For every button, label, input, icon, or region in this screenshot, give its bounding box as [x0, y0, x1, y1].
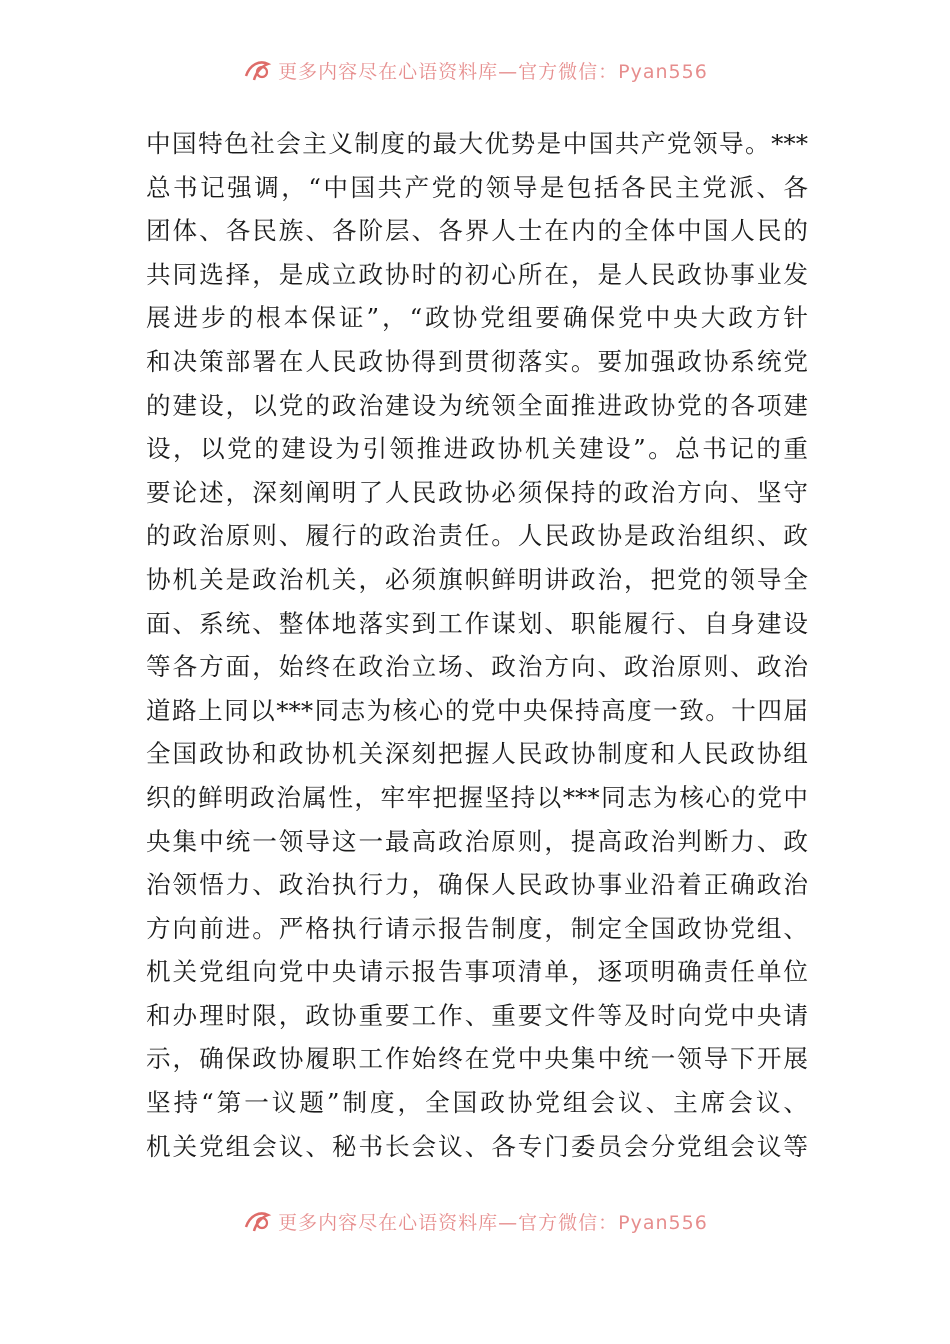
body-text-line: 全国政协和政协机关深刻把握人民政协制度和人民政协组	[146, 739, 808, 769]
body-text-line: 中国特色社会主义制度的最大优势是中国共产党领导。***	[146, 129, 808, 158]
body-text-line: 示，确保政协履职工作始终在党中央集中统一领导下开展	[146, 1044, 808, 1074]
footer-watermark	[0, 1201, 950, 1241]
wm-logo-icon	[242, 56, 272, 84]
body-text-line: 方向前进。严格执行请示报告制度，制定全国政协党组、	[146, 913, 808, 943]
body-text-line: 设，以党的建设为引领推进政协机关建设”。总书记的重	[146, 434, 808, 464]
watermark-text: 更多内容尽在心语资料库—官方微信：Pyan556	[278, 60, 708, 83]
body-text-line: 总书记强调，“中国共产党的领导是包括各民主党派、各	[146, 172, 808, 202]
body-text-line: 的政治原则、履行的政治责任。人民政协是政治组织、政	[146, 521, 808, 551]
body-text-line: 织的鲜明政治属性，牢牢把握坚持以***同志为核心的党中	[146, 782, 808, 812]
body-text-line: 和决策部署在人民政协得到贯彻落实。要加强政协系统党	[146, 346, 808, 376]
body-text-line: 和办理时限，政协重要工作、重要文件等及时向党中央请	[146, 1000, 808, 1030]
body-text-line: 央集中统一领导这一最高政治原则，提高政治判断力、政	[146, 826, 808, 856]
body-text-line: 展进步的根本保证”，“政协党组要确保党中央大政方针	[146, 303, 808, 333]
body-text-line: 机关党组向党中央请示报告事项清单，逐项明确责任单位	[146, 957, 808, 987]
body-text-line: 协机关是政治机关，必须旗帜鲜明讲政治，把党的领导全	[146, 564, 808, 594]
body-text-line: 等各方面，始终在政治立场、政治方向、政治原则、政治	[146, 652, 808, 682]
body-text-line: 要论述，深刻阐明了人民政协必须保持的政治方向、坚守	[146, 477, 808, 507]
wm-logo-icon	[242, 1207, 272, 1235]
body-text-line: 的建设，以党的政治建设为统领全面推进政协党的各项建	[146, 390, 808, 420]
body-text-line: 共同选择，是成立政协时的初心所在，是人民政协事业发	[146, 259, 808, 289]
body-text-line: 道路上同以***同志为核心的党中央保持高度一致。十四届	[146, 695, 808, 725]
body-text-line: 坚持“第一议题”制度，全国政协党组会议、主席会议、	[146, 1088, 808, 1118]
body-text-line: 面、系统、整体地落实到工作谋划、职能履行、自身建设	[146, 608, 808, 638]
header-watermark	[0, 50, 950, 90]
document-body	[146, 122, 808, 1168]
body-text-line: 治领悟力、政治执行力，确保人民政协事业沿着正确政治	[146, 870, 808, 900]
body-text-line: 机关党组会议、秘书长会议、各专门委员会分党组会议等	[146, 1131, 808, 1161]
body-text-line: 团体、各民族、各阶层、各界人士在内的全体中国人民的	[146, 216, 808, 246]
watermark-text: 更多内容尽在心语资料库—官方微信：Pyan556	[278, 1211, 708, 1234]
